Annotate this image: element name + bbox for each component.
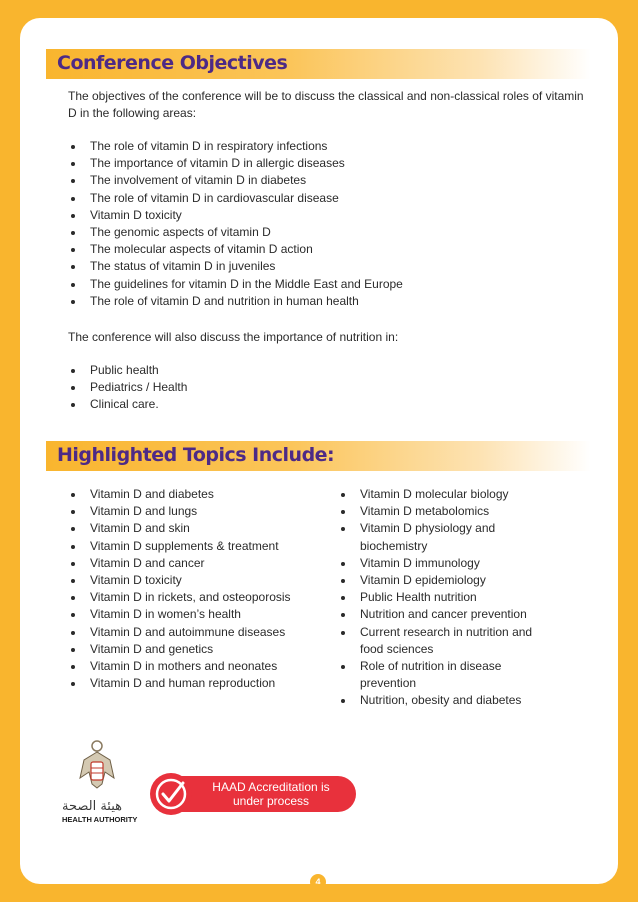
list-item: Vitamin D in mothers and neonates (68, 658, 338, 675)
accreditation-text: HAAD Accreditation is under process (212, 780, 330, 808)
list-item: Vitamin D and autoimmune diseases (68, 624, 338, 641)
list-item: The role of vitamin D in cardiovascular disease (68, 190, 588, 207)
list-item: Vitamin D molecular biology (338, 486, 548, 503)
page-number: 4 (310, 874, 326, 884)
objectives-intro: The objectives of the conference will be to discuss the classical and non-classical roles of vitamin D in the following areas: (68, 89, 584, 121)
list-item: The guidelines for vitamin D in the Middle East and Europe (68, 276, 588, 293)
list-item: Vitamin D in rickets, and osteoporosis (68, 589, 338, 606)
list-item: Vitamin D metabolomics (338, 503, 548, 520)
list-item: Nutrition, obesity and diabetes (338, 692, 548, 709)
objectives-heading-bar (46, 49, 591, 79)
list-item: Pediatrics / Health (68, 379, 588, 396)
list-item: The role of vitamin D in respiratory infections (68, 138, 588, 155)
list-item: The genomic aspects of vitamin D (68, 224, 588, 241)
list-item: The importance of vitamin D in allergic diseases (68, 155, 588, 172)
list-item: Vitamin D in women’s health (68, 606, 338, 623)
check-seal-icon (150, 773, 192, 815)
list-item: Vitamin D and cancer (68, 555, 338, 572)
list-item: Vitamin D epidemiology (338, 572, 548, 589)
logo-arabic-text: هيئة الصحة (62, 799, 123, 814)
list-item: The status of vitamin D in juveniles (68, 258, 588, 275)
nutrition-list (68, 362, 588, 414)
list-item: Vitamin D and skin (68, 520, 338, 537)
health-authority-logo (62, 738, 138, 824)
topics-heading-bar (46, 441, 591, 471)
list-item: Role of nutrition in disease prevention (338, 658, 548, 692)
list-item: Vitamin D immunology (338, 555, 548, 572)
objectives-list (68, 138, 588, 310)
list-item: The involvement of vitamin D in diabetes (68, 172, 588, 189)
list-item: Current research in nutrition and food sciences (338, 624, 548, 658)
topics-heading: Highlighted Topics Include: (57, 444, 335, 466)
list-item: Vitamin D and human reproduction (68, 675, 338, 692)
list-item: Vitamin D toxicity (68, 572, 338, 589)
page (20, 18, 618, 884)
list-item: The role of vitamin D and nutrition in human health (68, 293, 588, 310)
list-item: Vitamin D physiology and biochemistry (338, 520, 548, 554)
list-item: Public Health nutrition (338, 589, 548, 606)
topics-left-list (68, 486, 338, 692)
list-item: Vitamin D supplements & treatment (68, 538, 338, 555)
list-item: Public health (68, 362, 588, 379)
nutrition-intro: The conference will also discuss the importance of nutrition in: (68, 330, 399, 344)
list-item: Nutrition and cancer prevention (338, 606, 548, 623)
falcon-emblem-icon (62, 738, 132, 796)
list-item: Clinical care. (68, 396, 588, 413)
list-item: Vitamin D and genetics (68, 641, 338, 658)
topics-right-list (338, 486, 548, 710)
objectives-heading: Conference Objectives (57, 52, 288, 74)
list-item: Vitamin D and lungs (68, 503, 338, 520)
list-item: The molecular aspects of vitamin D action (68, 241, 588, 258)
list-item: Vitamin D and diabetes (68, 486, 338, 503)
accreditation-badge (152, 776, 356, 812)
logo-english-text: HEALTH AUTHORITY (62, 815, 138, 824)
list-item: Vitamin D toxicity (68, 207, 588, 224)
